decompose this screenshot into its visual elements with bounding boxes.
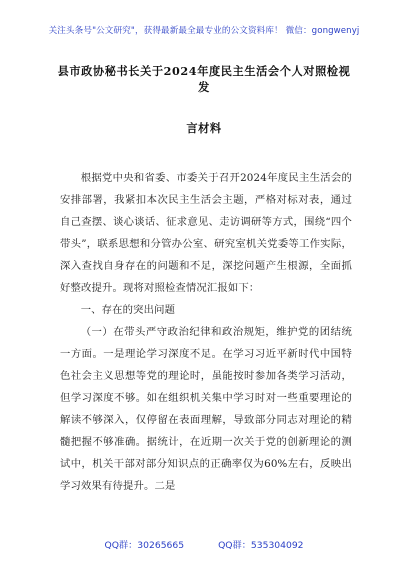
document-body: [60, 167, 352, 497]
promo-banner: 关注头条号"公文研究"，获得最新最全最专业的公文资料库！ 微信：gongwenyj: [48, 26, 360, 36]
footer-qq-group-1: QQ群：30265665: [104, 540, 185, 551]
body-paragraph-section-1: （一）在带头严守政治纪律和政治规矩，维护党的团结统一方面。一是理论学习深度不足。在学习习近平新时代中国特色社会主义思想等党的理论时，虽能按时参加各类学习活动，但学习深度不够。如在组织机关集中学习时对一些重要理论的解读不够深入，仅停留在表面理解，导致部分同志对理论的精髓把握不够准确。据统计，在近期一次关于党的创新理论的测试中，机关干部对部分知识点的正确率仅为60%左右，反映出学习效果有待提升。二是: [60, 326, 352, 492]
section-heading: 一、存在的突出问题: [80, 304, 176, 316]
footer-qq-group-2: QQ群：535304092: [218, 540, 304, 551]
document-title-line-1: 县市政协秘书长关于2024年度民主生活会个人对照检视发: [57, 64, 351, 94]
footer-qq-groups: [0, 537, 408, 551]
body-paragraph-intro: 根据党中央和省委、市委关于召开2024年度民主生活会的安排部署，我紧扣本次民主生活会主题，严格对标对表，通过自己查摆、谈心谈话、征求意见、走访调研等方式，围绕“四个带头”，联系思想和分管办公室、研究室机关党委等工作实际，深入查找自身存在的问题和不足，深挖问题产生根源，全面抓好整改提升。现将对照检查情况汇报如下：: [60, 172, 352, 294]
document-title-line-2: 言材料: [186, 121, 222, 135]
